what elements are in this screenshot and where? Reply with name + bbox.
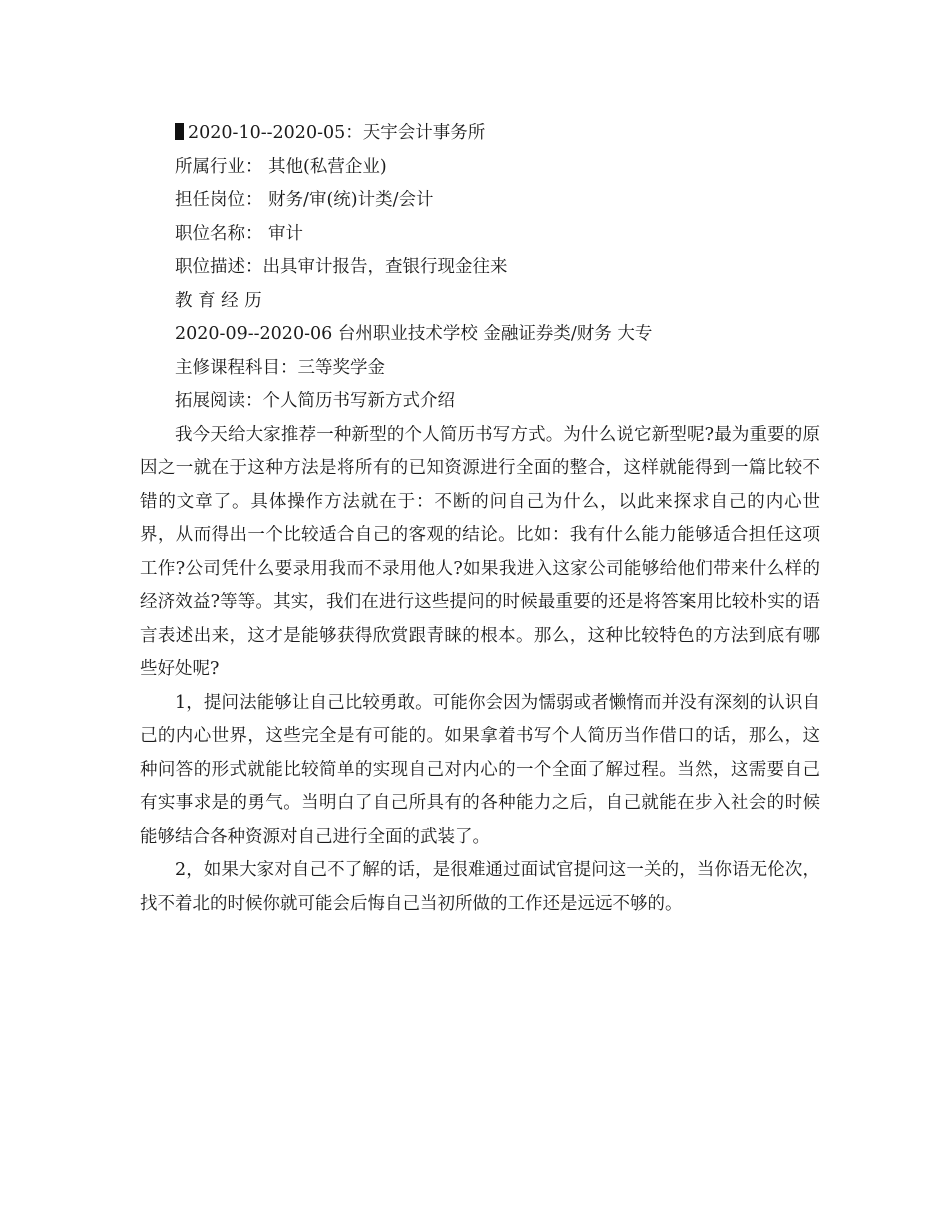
job-entry-header-text: 2020-10--2020-05：天宇会计事务所	[188, 123, 486, 143]
position-line: 担任岗位： 财务/审(统)计类/会计	[175, 190, 434, 210]
job-description-line: 职位描述：出具审计报告，查银行现金往来	[175, 257, 508, 277]
article-paragraph: 我今天给大家推荐一种新型的个人简历书写方式。为什么说它新型呢?最为重要的原因之一就在于这种方法是将所有的已知资源进行全面的整合，这样就能得到一篇比较不错的文章了。具体操作方法就在于：不断的问自己为什么，以此来探求自己的内心世界，从而得出一个比较适合自己的客观的结论。比如：我有什么能力能够适合担任这项工作?公司凭什么要录用我而不录用他人?如果我进入这家公司能够给他们带来什么样的经济效益?等等。其实，我们在进行这些提问的时候最重要的还是将答案用比较朴实的语言表述出来，这才是能够获得欣赏跟青睐的根本。那么，这种比较特色的方法到底有哪些好处呢?	[140, 424, 820, 679]
job-title-line: 职位名称： 审计	[175, 223, 304, 244]
extended-reading-line: 拓展阅读：个人简历书写新方式介绍	[175, 391, 455, 411]
article-paragraph: 2，如果大家对自己不了解的话，是很难通过面试官提问这一关的，当你语无伦次，找不着北的时候你就可能会后悔自己当初所做的工作还是远远不够的。	[140, 860, 820, 914]
education-entry: 2020-09--2020-06 台州职业技术学校 金融证券类/财务 大专	[175, 324, 653, 344]
education-heading: 教 育 经 历	[175, 290, 262, 311]
industry-line: 所属行业： 其他(私营企业)	[175, 156, 387, 177]
courses-line: 主修课程科目：三等奖学金	[175, 357, 385, 378]
document-body	[140, 117, 820, 921]
article-paragraph: 1，提问法能够让自己比较勇敢。可能你会因为懦弱或者懒惰而并没有深刻的认识自己的内心世界，这些完全是有可能的。如果拿着书写个人简历当作借口的话，那么，这种问答的形式就能比较简单的实现自己对内心的一个全面了解过程。当然，这需要自己有实事求是的勇气。当明白了自己所具有的各种能力之后，自己就能在步入社会的时候能够结合各种资源对自己进行全面的武装了。	[140, 692, 820, 847]
job-entry-header	[140, 117, 820, 151]
bullet-marker-icon	[175, 123, 184, 140]
